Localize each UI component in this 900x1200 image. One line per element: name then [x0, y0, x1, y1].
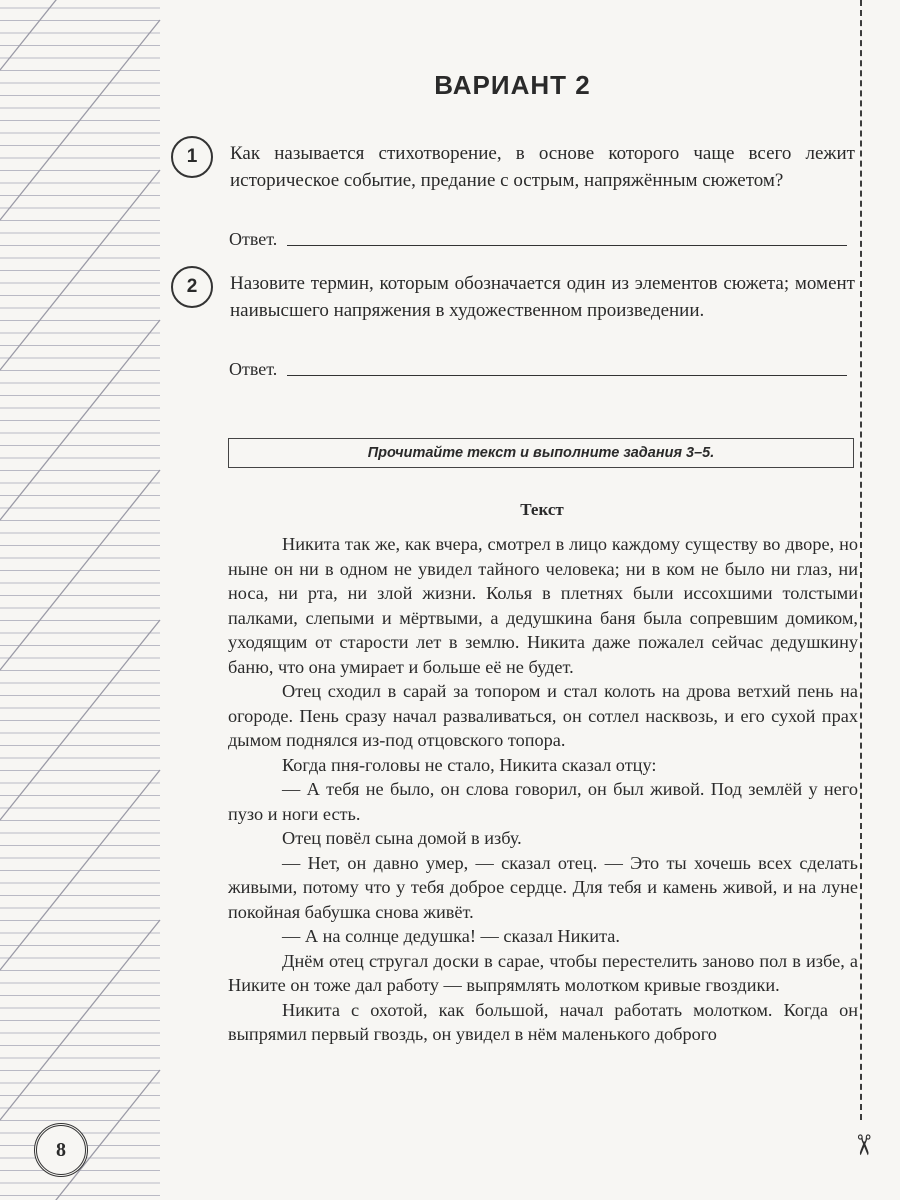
- margin-ruled-lines: [0, 0, 165, 1200]
- passage-paragraph: — Нет, он давно умер, — сказал отец. — Это ты хочешь всех сделать живыми, потому что у тебя доброе сердце. Для тебя и камень живой, и на луне покойная бабушка снова живёт.: [228, 852, 858, 922]
- passage-paragraph: Отец сходил в сарай за топором и стал колоть на дрова ветхий пень на огороде. Пень сразу начал разваливаться, он сотлел насквозь, и его сухой прах дымом поднялся из-под отцовского топора.: [228, 681, 858, 750]
- passage-paragraph: Никита так же, как вчера, смотрел в лицо каждому существу во дворе, но ныне он ни в одном не увидел тайного человека; ни в ком не было ни глаз, ни носа, ни рта, ни злой жизни. Колья в плетнях были иссохшими толстыми палками, слепыми и мёртвыми, а дедушкина баня была сопревшим домиком, уходящим от старости лет в землю. Никита даже пожалел сейчас дедушкину баню, что она умирает и больше её не будет.: [228, 534, 858, 677]
- answer-line[interactable]: [287, 245, 847, 246]
- passage-paragraph: Днём отец стругал доски в сарае, чтобы перестелить заново пол в избе, а Никите он тоже дал работу — выпрямлять молотком кривые гвоздики.: [228, 950, 858, 995]
- answer-label: Ответ.: [229, 359, 278, 379]
- answer-label: Ответ.: [229, 229, 278, 249]
- scissors-icon: ✂: [847, 1133, 880, 1157]
- task-1-question: Как называется стихотворение, в основе которого чаще всего лежит историческое событие, предание с острым, напряжённым сюжетом?: [230, 143, 855, 191]
- task-1-answer-field[interactable]: [229, 222, 847, 250]
- passage-paragraph: Отец повёл сына домой в избу.: [282, 828, 522, 848]
- passage-paragraph: Никита с охотой, как большой, начал работать молотком. Когда он выпрямил первый гвоздь, он увидел в нём маленького доброго: [228, 999, 858, 1044]
- page-number: 8: [34, 1123, 88, 1177]
- task-2-answer-field[interactable]: [229, 352, 847, 380]
- task-number-2: 2: [171, 266, 213, 308]
- task-number-1: 1: [171, 136, 213, 178]
- cut-dashed-line: [860, 0, 862, 1120]
- answer-line[interactable]: [287, 375, 847, 376]
- passage-paragraph: — А тебя не было, он слова говорил, он был живой. Под землёй у него пузо и ноги есть.: [228, 779, 858, 824]
- reading-passage: [228, 532, 858, 1047]
- task-2-question: Назовите термин, которым обозначается один из элементов сюжета; момент наивысшего напряжения в художественном произведении.: [230, 273, 855, 321]
- instruction-box: Прочитайте текст и выполните задания 3–5.: [228, 438, 854, 468]
- passage-paragraph: Когда пня-головы не стало, Никита сказал отцу:: [282, 754, 657, 775]
- text-heading: Текст: [520, 500, 564, 519]
- passage-paragraph: — А на солнце дедушка! — сказал Никита.: [282, 926, 620, 946]
- variant-title: ВАРИАНТ 2: [434, 70, 591, 100]
